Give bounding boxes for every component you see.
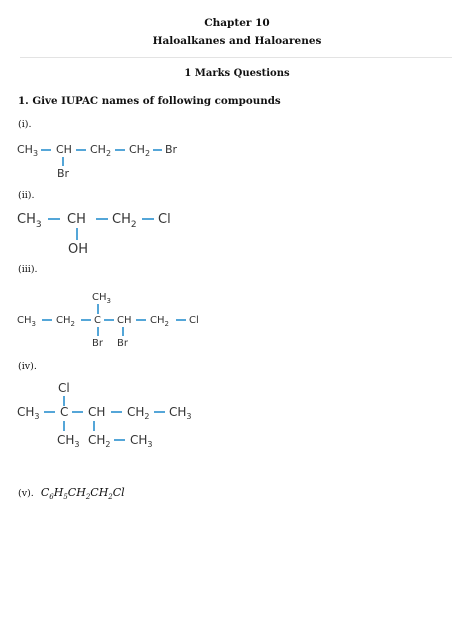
- atom: Br: [92, 338, 103, 349]
- atom: $CH_2$: [127, 405, 150, 421]
- chapter-heading: Chapter 10: [204, 17, 270, 29]
- item-label-v: [18, 486, 125, 501]
- atom: $CH_3$: [57, 433, 80, 449]
- chapter-subtitle: Haloalkanes and Haloarenes: [152, 35, 322, 47]
- atom: C: [94, 315, 101, 326]
- atom: Br: [165, 143, 178, 156]
- atom: Cl: [158, 212, 171, 227]
- structure-i: [0, 135, 474, 180]
- atom: $CH_3$: [17, 212, 42, 230]
- structure-iv: [0, 378, 474, 453]
- item-label-ii: (ii).: [18, 190, 35, 201]
- atom: $CH_2$: [129, 143, 151, 158]
- atom: $CH_2$: [90, 143, 112, 158]
- section-title: 1 Marks Questions: [184, 68, 290, 79]
- formula-v: $C_6H_5CH_2CH_2Cl$: [40, 486, 125, 502]
- divider: [20, 57, 452, 58]
- atom: Cl: [189, 315, 199, 326]
- atom: $CH_3$: [17, 405, 40, 421]
- item-label-iv: (iv).: [18, 361, 37, 372]
- atom: C: [60, 405, 69, 419]
- atom: $CH_2$: [88, 433, 111, 449]
- atom: CH: [117, 315, 132, 326]
- question-text: 1. Give IUPAC names of following compounds: [18, 95, 281, 107]
- atom: Br: [57, 167, 70, 180]
- atom: Br: [117, 338, 128, 349]
- atom: $CH_3$: [17, 315, 36, 328]
- item-label-v-text: (v).: [18, 488, 34, 499]
- atom: CH: [56, 143, 72, 156]
- atom: $CH_2$: [150, 315, 169, 328]
- atom: $CH_2$: [112, 212, 137, 230]
- atom: CH: [88, 405, 106, 419]
- structure-ii: [0, 205, 474, 257]
- structure-iii: [0, 288, 474, 350]
- atom: $CH_2$: [56, 315, 75, 328]
- atom: CH: [67, 212, 86, 227]
- atom: $CH_3$: [169, 405, 192, 421]
- atom: $CH_3$: [130, 433, 153, 449]
- atom: Cl: [58, 381, 70, 395]
- atom: $CH_3$: [17, 143, 39, 158]
- atom: $CH_3$: [92, 292, 111, 305]
- item-label-i: (i).: [18, 119, 32, 130]
- item-label-iii: (iii).: [18, 264, 38, 275]
- atom: OH: [68, 242, 89, 257]
